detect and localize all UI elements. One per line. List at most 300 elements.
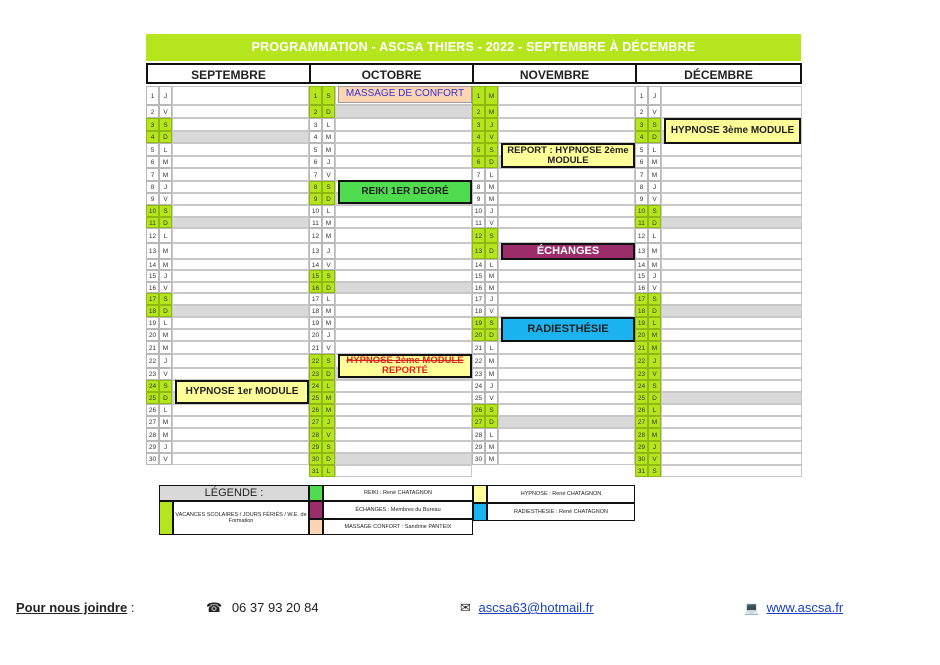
day-letter: M bbox=[485, 86, 498, 105]
legend-swatch-hypnose bbox=[473, 485, 487, 503]
day-body bbox=[335, 317, 472, 329]
day-number: 14 bbox=[146, 259, 159, 270]
day-number: 29 bbox=[146, 441, 159, 453]
day-letter: V bbox=[322, 259, 335, 270]
day-number: 15 bbox=[309, 270, 322, 282]
day-letter: J bbox=[485, 118, 498, 131]
day-number: 24 bbox=[146, 380, 159, 392]
day-number: 24 bbox=[309, 380, 322, 392]
day-body bbox=[498, 305, 635, 317]
day-body bbox=[498, 181, 635, 193]
day-body bbox=[661, 368, 802, 380]
day-body bbox=[661, 105, 802, 118]
day-number: 8 bbox=[309, 181, 322, 193]
website-link[interactable]: www.ascsa.fr bbox=[766, 600, 844, 615]
day-number: 12 bbox=[472, 228, 485, 243]
event-radiesthesie-label: RADIESTHÉSIE bbox=[527, 322, 609, 335]
day-number: 27 bbox=[472, 416, 485, 428]
day-body bbox=[661, 305, 802, 317]
day-letter: M bbox=[159, 341, 172, 354]
day-number: 30 bbox=[472, 453, 485, 465]
day-number: 15 bbox=[146, 270, 159, 282]
day-letter: M bbox=[648, 428, 661, 441]
day-body bbox=[498, 428, 635, 441]
day-number: 27 bbox=[309, 416, 322, 428]
footer-contact-label bbox=[16, 600, 134, 615]
day-number: 3 bbox=[472, 118, 485, 131]
day-body bbox=[335, 205, 472, 217]
day-letter: L bbox=[159, 317, 172, 329]
day-body bbox=[335, 392, 472, 404]
day-letter: L bbox=[322, 293, 335, 305]
day-number: 21 bbox=[472, 341, 485, 354]
day-letter: S bbox=[322, 441, 335, 453]
day-body bbox=[661, 428, 802, 441]
day-body bbox=[661, 270, 802, 282]
day-number: 25 bbox=[472, 392, 485, 404]
legend-reiki bbox=[323, 485, 473, 501]
day-letter: L bbox=[485, 341, 498, 354]
day-number: 18 bbox=[146, 305, 159, 317]
day-letter: J bbox=[648, 354, 661, 368]
day-number: 4 bbox=[635, 131, 648, 143]
day-number: 23 bbox=[146, 368, 159, 380]
month-header-octobre: OCTOBRE bbox=[309, 63, 474, 84]
day-number: 19 bbox=[635, 317, 648, 329]
day-letter: V bbox=[159, 193, 172, 205]
day-body bbox=[661, 259, 802, 270]
day-number: 8 bbox=[472, 181, 485, 193]
legend-title-text: LÉGENDE : bbox=[204, 487, 264, 499]
day-number: 10 bbox=[146, 205, 159, 217]
day-number: 8 bbox=[635, 181, 648, 193]
day-number: 15 bbox=[472, 270, 485, 282]
footer-email bbox=[460, 600, 594, 616]
day-number: 10 bbox=[472, 205, 485, 217]
footer-label: Pour nous joindre bbox=[16, 600, 128, 615]
footer-colon: : bbox=[127, 600, 135, 615]
day-body bbox=[172, 354, 309, 368]
day-letter: D bbox=[648, 305, 661, 317]
event-report-line2: MODULE bbox=[547, 154, 589, 166]
day-number: 18 bbox=[635, 305, 648, 317]
day-number: 22 bbox=[472, 354, 485, 368]
day-number: 28 bbox=[472, 428, 485, 441]
day-letter: V bbox=[322, 428, 335, 441]
day-body bbox=[498, 368, 635, 380]
day-letter: L bbox=[322, 380, 335, 392]
day-letter: L bbox=[648, 143, 661, 156]
event-hypnose-1 bbox=[175, 380, 309, 404]
day-body bbox=[172, 193, 309, 205]
day-letter: S bbox=[159, 205, 172, 217]
day-number: 28 bbox=[146, 428, 159, 441]
day-number: 23 bbox=[472, 368, 485, 380]
day-body bbox=[172, 329, 309, 341]
day-body bbox=[661, 205, 802, 217]
day-number: 25 bbox=[146, 392, 159, 404]
day-body bbox=[661, 453, 802, 465]
month-header-novembre: NOVEMBRE bbox=[472, 63, 637, 84]
day-body bbox=[661, 416, 802, 428]
day-body bbox=[172, 441, 309, 453]
day-number: 5 bbox=[309, 143, 322, 156]
day-letter: J bbox=[648, 181, 661, 193]
day-number: 13 bbox=[472, 243, 485, 259]
day-letter: M bbox=[159, 243, 172, 259]
day-letter: M bbox=[159, 168, 172, 181]
day-number: 1 bbox=[472, 86, 485, 105]
day-letter: D bbox=[322, 193, 335, 205]
day-body bbox=[172, 341, 309, 354]
day-body bbox=[661, 168, 802, 181]
day-body bbox=[335, 416, 472, 428]
day-number: 2 bbox=[635, 105, 648, 118]
day-number: 14 bbox=[309, 259, 322, 270]
day-letter: L bbox=[159, 404, 172, 416]
day-letter: L bbox=[322, 465, 335, 477]
day-letter: S bbox=[485, 317, 498, 329]
day-number: 12 bbox=[309, 228, 322, 243]
day-number: 10 bbox=[309, 205, 322, 217]
day-letter: V bbox=[159, 282, 172, 293]
day-letter: D bbox=[322, 282, 335, 293]
event-report-hypnose-2 bbox=[501, 143, 635, 168]
day-body bbox=[335, 428, 472, 441]
day-body bbox=[498, 131, 635, 143]
day-body bbox=[498, 86, 635, 105]
day-letter: M bbox=[648, 416, 661, 428]
day-number: 21 bbox=[309, 341, 322, 354]
day-number: 20 bbox=[635, 329, 648, 341]
day-body bbox=[661, 392, 802, 404]
day-number: 18 bbox=[472, 305, 485, 317]
day-number: 6 bbox=[472, 156, 485, 168]
day-letter: M bbox=[485, 270, 498, 282]
day-number: 7 bbox=[146, 168, 159, 181]
day-body bbox=[335, 380, 472, 392]
day-body bbox=[498, 404, 635, 416]
phone-icon: ☎ bbox=[206, 600, 223, 615]
legend-echanges-text: ÉCHANGES : Membres du Bureau bbox=[355, 507, 441, 513]
day-body bbox=[172, 259, 309, 270]
day-letter: J bbox=[648, 441, 661, 453]
day-letter: V bbox=[485, 131, 498, 143]
day-number: 9 bbox=[309, 193, 322, 205]
day-letter: M bbox=[648, 341, 661, 354]
day-number: 30 bbox=[309, 453, 322, 465]
day-letter: J bbox=[485, 293, 498, 305]
day-number: 20 bbox=[472, 329, 485, 341]
day-letter: V bbox=[485, 217, 498, 228]
day-body bbox=[661, 465, 802, 477]
day-letter: J bbox=[648, 86, 661, 105]
day-body bbox=[335, 341, 472, 354]
day-letter: M bbox=[648, 329, 661, 341]
day-letter: S bbox=[485, 228, 498, 243]
day-number: 6 bbox=[309, 156, 322, 168]
day-letter: J bbox=[485, 380, 498, 392]
day-number: 3 bbox=[146, 118, 159, 131]
legend-title bbox=[159, 485, 309, 501]
day-letter: M bbox=[485, 354, 498, 368]
day-number: 27 bbox=[635, 416, 648, 428]
day-body bbox=[335, 329, 472, 341]
day-letter: M bbox=[485, 453, 498, 465]
day-number: 24 bbox=[635, 380, 648, 392]
event-radiesthesie bbox=[501, 317, 635, 342]
day-letter: L bbox=[322, 118, 335, 131]
day-number: 13 bbox=[635, 243, 648, 259]
legend-swatch-echanges bbox=[309, 501, 323, 519]
day-number: 2 bbox=[472, 105, 485, 118]
event-hypnose-2-label: HYPNOSE 2ème MODULE bbox=[346, 355, 464, 367]
day-body bbox=[661, 217, 802, 228]
day-number: 8 bbox=[146, 181, 159, 193]
day-body bbox=[172, 156, 309, 168]
day-body bbox=[498, 270, 635, 282]
day-letter: V bbox=[648, 282, 661, 293]
day-letter: J bbox=[485, 205, 498, 217]
day-body bbox=[661, 86, 802, 105]
day-body bbox=[661, 317, 802, 329]
day-number: 5 bbox=[472, 143, 485, 156]
day-letter: L bbox=[159, 228, 172, 243]
day-letter: J bbox=[322, 416, 335, 428]
day-letter: S bbox=[322, 270, 335, 282]
event-reiki bbox=[338, 180, 472, 204]
day-letter: J bbox=[159, 181, 172, 193]
day-body bbox=[335, 441, 472, 453]
day-body bbox=[498, 105, 635, 118]
event-echanges bbox=[501, 243, 635, 260]
day-body bbox=[172, 317, 309, 329]
day-letter: D bbox=[648, 131, 661, 143]
day-body bbox=[661, 293, 802, 305]
day-letter: S bbox=[485, 404, 498, 416]
day-letter: M bbox=[322, 317, 335, 329]
day-body bbox=[172, 105, 309, 118]
day-body bbox=[498, 416, 635, 428]
legend-reiki-text: REIKI : René CHATAGNON bbox=[364, 490, 432, 496]
day-body bbox=[172, 243, 309, 259]
day-number: 5 bbox=[635, 143, 648, 156]
day-number: 21 bbox=[146, 341, 159, 354]
day-number: 15 bbox=[635, 270, 648, 282]
day-letter: D bbox=[648, 392, 661, 404]
day-number: 11 bbox=[635, 217, 648, 228]
day-body bbox=[172, 404, 309, 416]
day-number: 13 bbox=[146, 243, 159, 259]
day-letter: D bbox=[485, 156, 498, 168]
day-body bbox=[335, 228, 472, 243]
day-letter: D bbox=[322, 453, 335, 465]
day-number: 31 bbox=[635, 465, 648, 477]
day-number: 6 bbox=[146, 156, 159, 168]
day-letter: J bbox=[322, 156, 335, 168]
day-body bbox=[498, 205, 635, 217]
day-letter: L bbox=[159, 143, 172, 156]
day-letter: M bbox=[322, 305, 335, 317]
legend bbox=[159, 485, 635, 535]
day-body bbox=[498, 282, 635, 293]
day-number: 16 bbox=[146, 282, 159, 293]
legend-massage bbox=[323, 519, 473, 535]
legend-echanges bbox=[323, 501, 473, 519]
day-body bbox=[335, 156, 472, 168]
day-letter: M bbox=[159, 156, 172, 168]
event-reporte-label: REPORTÉ bbox=[382, 365, 428, 376]
day-letter: D bbox=[485, 416, 498, 428]
day-number: 9 bbox=[146, 193, 159, 205]
day-body bbox=[335, 143, 472, 156]
day-letter: M bbox=[159, 259, 172, 270]
day-number: 12 bbox=[635, 228, 648, 243]
day-body bbox=[172, 181, 309, 193]
day-body bbox=[172, 293, 309, 305]
day-number: 20 bbox=[309, 329, 322, 341]
day-letter: J bbox=[159, 270, 172, 282]
day-letter: V bbox=[159, 105, 172, 118]
day-letter: M bbox=[322, 404, 335, 416]
day-letter: V bbox=[648, 105, 661, 118]
month-header-septembre: SEPTEMBRE bbox=[146, 63, 311, 84]
day-body bbox=[172, 205, 309, 217]
email-link[interactable]: ascsa63@hotmail.fr bbox=[478, 600, 594, 615]
day-letter: D bbox=[485, 243, 498, 259]
day-number: 19 bbox=[146, 317, 159, 329]
day-letter: D bbox=[322, 105, 335, 118]
day-number: 29 bbox=[472, 441, 485, 453]
day-number: 11 bbox=[146, 217, 159, 228]
event-hypnose-3 bbox=[664, 118, 801, 144]
day-number: 11 bbox=[472, 217, 485, 228]
day-number: 22 bbox=[635, 354, 648, 368]
event-hypnose-1-label: HYPNOSE 1er MODULE bbox=[185, 385, 299, 397]
day-letter: M bbox=[485, 105, 498, 118]
day-letter: V bbox=[648, 193, 661, 205]
day-letter: S bbox=[159, 380, 172, 392]
day-letter: D bbox=[159, 305, 172, 317]
day-body bbox=[498, 453, 635, 465]
day-number: 13 bbox=[309, 243, 322, 259]
day-body bbox=[661, 329, 802, 341]
event-hypnose-3-label: HYPNOSE 3ème MODULE bbox=[670, 124, 795, 136]
day-body bbox=[498, 259, 635, 270]
day-body bbox=[661, 193, 802, 205]
day-body bbox=[335, 453, 472, 465]
day-number: 26 bbox=[146, 404, 159, 416]
day-number: 31 bbox=[309, 465, 322, 477]
phone-number: 06 37 93 20 84 bbox=[231, 600, 319, 615]
day-body bbox=[498, 217, 635, 228]
event-hypnose-2-reporte bbox=[338, 354, 472, 378]
day-letter: L bbox=[322, 205, 335, 217]
day-body bbox=[335, 243, 472, 259]
day-number: 23 bbox=[635, 368, 648, 380]
day-body bbox=[172, 131, 309, 143]
day-body bbox=[335, 105, 472, 118]
day-number: 4 bbox=[472, 131, 485, 143]
day-number: 5 bbox=[146, 143, 159, 156]
day-body bbox=[335, 131, 472, 143]
day-letter: V bbox=[648, 453, 661, 465]
day-body bbox=[498, 118, 635, 131]
day-body bbox=[498, 168, 635, 181]
day-number: 25 bbox=[309, 392, 322, 404]
legend-massage-text: MASSAGE CONFORT : Sandrine PANTEIX bbox=[344, 524, 452, 530]
day-body bbox=[661, 243, 802, 259]
day-number: 16 bbox=[309, 282, 322, 293]
legend-hypnose-text: HYPNOSE : René CHATAGNON bbox=[520, 491, 602, 497]
day-letter: M bbox=[159, 329, 172, 341]
day-number: 3 bbox=[309, 118, 322, 131]
day-body bbox=[172, 282, 309, 293]
footer-phone bbox=[206, 600, 319, 616]
day-body bbox=[498, 392, 635, 404]
day-number: 29 bbox=[309, 441, 322, 453]
day-letter: S bbox=[322, 181, 335, 193]
footer-website bbox=[744, 600, 843, 615]
day-body bbox=[661, 156, 802, 168]
day-body bbox=[172, 228, 309, 243]
day-letter: M bbox=[322, 228, 335, 243]
day-body bbox=[172, 217, 309, 228]
day-letter: J bbox=[322, 243, 335, 259]
day-body bbox=[661, 441, 802, 453]
day-number: 22 bbox=[146, 354, 159, 368]
day-letter: V bbox=[648, 368, 661, 380]
day-number: 28 bbox=[309, 428, 322, 441]
day-letter: V bbox=[322, 168, 335, 181]
day-body bbox=[172, 143, 309, 156]
day-letter: M bbox=[322, 131, 335, 143]
day-body bbox=[172, 305, 309, 317]
day-number: 7 bbox=[472, 168, 485, 181]
day-number: 19 bbox=[309, 317, 322, 329]
day-number: 2 bbox=[309, 105, 322, 118]
day-number: 17 bbox=[146, 293, 159, 305]
day-body bbox=[172, 86, 309, 105]
day-letter: J bbox=[159, 354, 172, 368]
day-number: 3 bbox=[635, 118, 648, 131]
day-body bbox=[335, 259, 472, 270]
day-letter: M bbox=[485, 368, 498, 380]
day-letter: D bbox=[159, 217, 172, 228]
computer-icon: 💻 bbox=[744, 601, 759, 615]
day-body bbox=[498, 441, 635, 453]
day-body bbox=[335, 282, 472, 293]
legend-radiesthesie bbox=[487, 503, 635, 521]
day-letter: V bbox=[485, 305, 498, 317]
day-letter: V bbox=[159, 453, 172, 465]
day-letter: S bbox=[648, 293, 661, 305]
day-number: 1 bbox=[309, 86, 322, 105]
day-letter: J bbox=[322, 329, 335, 341]
day-number: 9 bbox=[635, 193, 648, 205]
day-number: 7 bbox=[309, 168, 322, 181]
day-number: 22 bbox=[309, 354, 322, 368]
day-body bbox=[498, 354, 635, 368]
day-letter: M bbox=[322, 392, 335, 404]
calendar-title: PROGRAMMATION - ASCSA THIERS - 2022 - SEPTEMBRE À DÉCEMBRE bbox=[146, 34, 801, 61]
day-letter: J bbox=[159, 86, 172, 105]
day-number: 14 bbox=[472, 259, 485, 270]
day-number: 17 bbox=[635, 293, 648, 305]
day-body bbox=[335, 293, 472, 305]
day-number: 1 bbox=[635, 86, 648, 105]
day-body bbox=[661, 228, 802, 243]
